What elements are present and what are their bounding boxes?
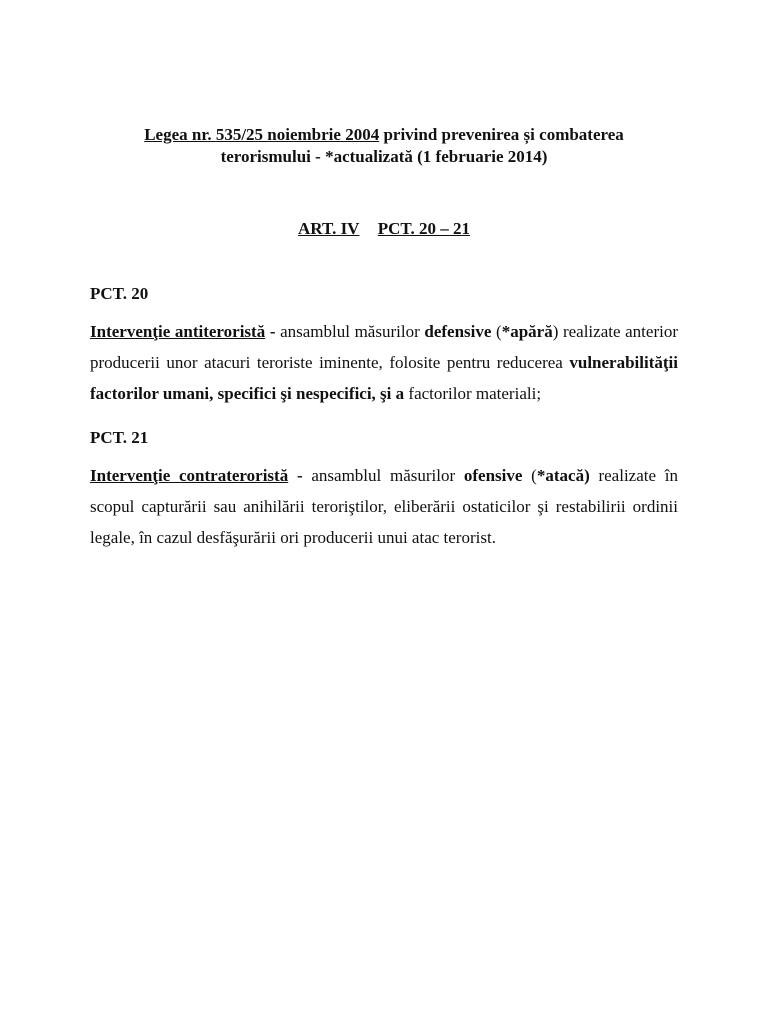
paragraph-text: ( (491, 322, 502, 341)
law-reference: Legea nr. 535/25 noiembrie 2004 (144, 125, 380, 144)
emphasis-text: vulnerabilităţii factorilor umani, specifici şi nespecifici, şi a (90, 353, 678, 403)
term-dash: - (288, 466, 312, 485)
article-number: ART. IV (298, 219, 360, 238)
term-dash: - (265, 322, 281, 341)
points-range: PCT. 20 – 21 (377, 219, 470, 238)
paragraph-text: realizate în scopul capturării sau anihilării teroriştilor, eliberării ostaticilor şi restabilirii ordinii legale, în cazul desfăşurării ori producerii unui atac terorist. (90, 466, 679, 547)
paragraph-text: factorilor materiali; (404, 384, 542, 403)
emphasis-text: ofensive (463, 466, 523, 485)
emphasis-text: defensive (424, 322, 492, 341)
paragraph-text: ) realizate anterior producerii unor atacuri teroriste iminente, folosite pentru reducerea (90, 322, 678, 372)
emphasis-text: *apără (501, 322, 553, 341)
article-heading (90, 218, 678, 240)
paragraph-text: ansamblul măsurilor (311, 466, 464, 485)
document-title (90, 124, 678, 168)
section-paragraph-pct20 (90, 316, 678, 409)
paragraph-text: ( (522, 466, 537, 485)
title-line2: terorismului - *actualizată (1 februarie 2014) (220, 147, 548, 166)
paragraph-text: ansamblul măsurilor (280, 322, 425, 341)
defined-term: Intervenţie contrateroristă (90, 466, 289, 485)
title-line1-rest: privind prevenirea și combaterea (379, 125, 624, 144)
section-heading-pct20: PCT. 20 (90, 284, 149, 303)
section-paragraph-pct21 (90, 460, 678, 553)
section-heading-pct21: PCT. 21 (90, 428, 149, 447)
defined-term: Intervenţie antiteroristă (90, 322, 266, 341)
emphasis-text: *atacă) (536, 466, 590, 485)
